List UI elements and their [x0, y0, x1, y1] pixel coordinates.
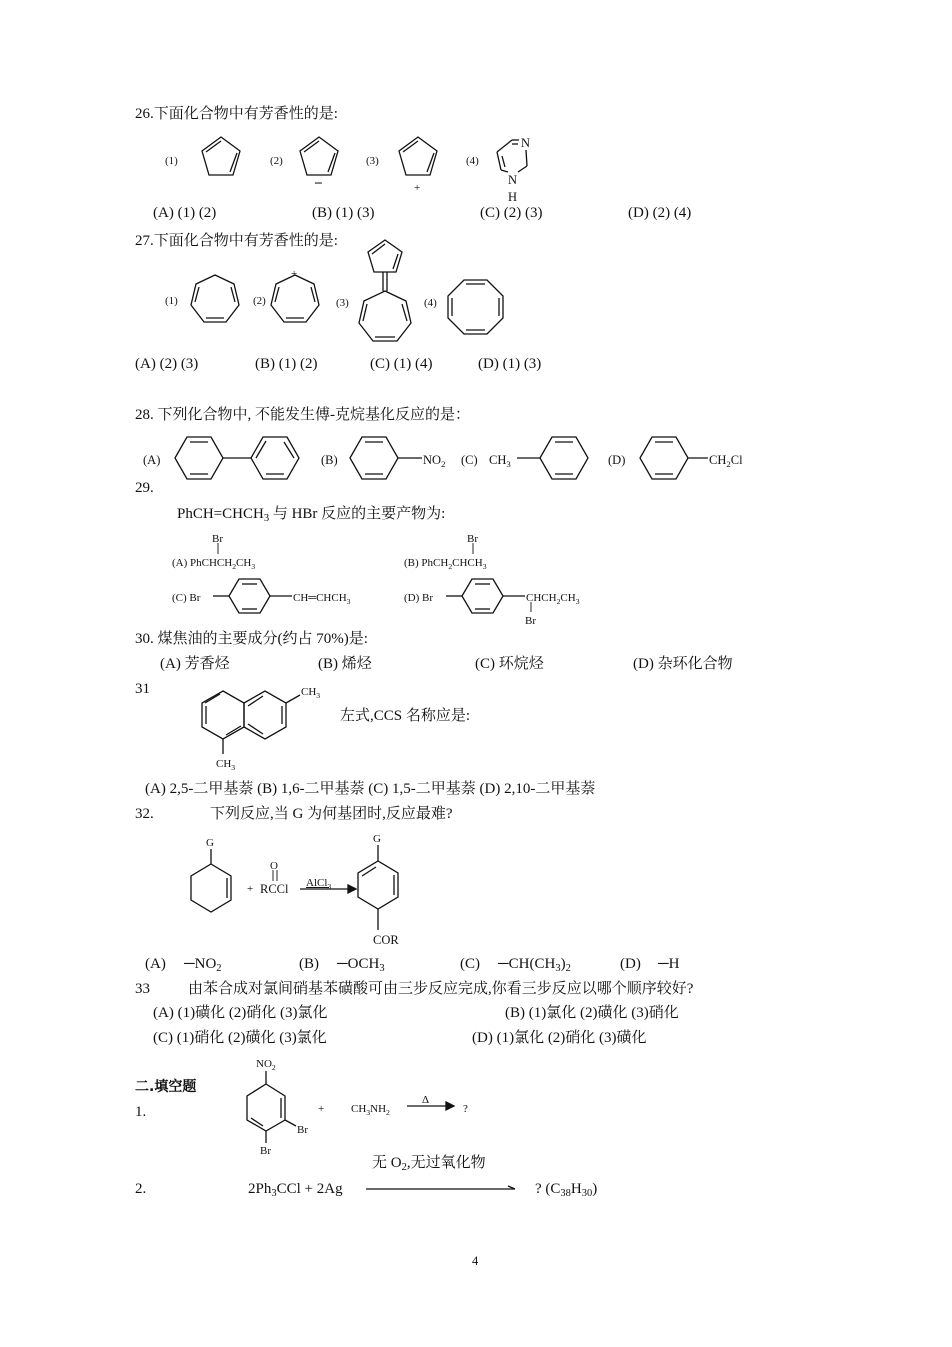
fill-q2-reactants: $2Ph_3CCl + 2Ag$	[248, 1181, 343, 1199]
q26-stem: 26.下面化合物中有芳香性的是:	[135, 106, 338, 122]
q33-option-b: (B) (1)氯化 (2)磺化 (3)硝化	[505, 1005, 679, 1021]
q30-option-c: (C) 环烷烃	[475, 656, 544, 672]
q31-stem: 左式,CCS 名称应是:	[340, 708, 471, 724]
q32-option-c: $─CH(CH_3)_2$	[498, 956, 571, 974]
q27-label-3: (3)	[336, 297, 349, 309]
q31-ch3-top: $CH_3$	[301, 686, 321, 700]
q32-option-c-label: (C)	[460, 956, 480, 972]
q27-charge-plus: +	[291, 268, 298, 280]
imidazole-n-atom: N	[521, 136, 531, 150]
fill-q1-question: ?	[463, 1103, 468, 1115]
q31-options: (A) 2,5-二甲基萘 (B) 1,6-二甲基萘 (C) 1,5-二甲基萘 (D) 2,10-二甲基萘	[145, 781, 596, 797]
q30-option-d: (D) 杂环化合物	[633, 656, 733, 672]
fill-q1-no2: $NO_2$	[256, 1058, 276, 1072]
fill-q1-br-meta: Br	[297, 1124, 308, 1136]
q27-stem: 27.下面化合物中有芳香性的是:	[135, 233, 338, 249]
q31-ch3-bottom: $CH_3$	[216, 758, 236, 772]
q26-charge-plus: +	[414, 182, 421, 194]
q26-charge-minus: −	[314, 176, 323, 192]
q26-label-4: (4)	[466, 155, 479, 167]
q28-c-substituent: $CH_3$	[489, 453, 511, 469]
q30-option-a: (A) 芳香烃	[160, 656, 230, 672]
q32-catalyst: AlCl$_3$	[306, 877, 332, 891]
q32-plus: +	[247, 883, 254, 895]
q26-label-2: (2)	[270, 155, 283, 167]
q32-number: 32.	[135, 806, 154, 822]
fill-q1-heat: Δ	[422, 1094, 430, 1106]
fill-q2-condition: 无 $O_2$,无过氧化物	[372, 1155, 486, 1173]
q33-option-d: (D) (1)氯化 (2)硝化 (3)磺化	[472, 1030, 647, 1046]
q29-c-label: (C) Br	[172, 592, 201, 604]
q32-o: O	[270, 860, 278, 872]
q29-stem: $PhCH=CHCH_3$ 与 HBr 反应的主要产物为:	[177, 506, 446, 524]
imidazole-nh-n-atom: N	[508, 173, 518, 187]
q27-label-2: (2)	[253, 295, 266, 307]
q32-option-b: $─OCH_3$	[337, 956, 385, 974]
q28-a-label: (A)	[143, 453, 161, 467]
q27-option-d: (D) (1) (3)	[478, 356, 542, 372]
q33-stem: 由苯合成对氯间硝基苯磺酸可由三步反应完成,你看三步反应以哪个顺序较好?	[188, 981, 694, 997]
q32-g-product: G	[373, 833, 381, 845]
q26-option-d: (D) (2) (4)	[628, 205, 692, 221]
q29-option-b: (B) $PhCH_2CHCH_3$	[404, 557, 487, 571]
q27-option-c: (C) (1) (4)	[370, 356, 433, 372]
fill-q2-product: ? $(C_{38}H_{30})$	[535, 1181, 598, 1199]
q27-option-a: (A) (2) (3)	[135, 356, 199, 372]
q29-option-a: (A) $PhCHCH_2CH_3$	[172, 557, 256, 571]
q33-option-c: (C) (1)硝化 (2)磺化 (3)氯化	[153, 1030, 327, 1046]
q29-d-label: (D) Br	[404, 592, 434, 604]
q30-option-b: (B) 烯烃	[318, 656, 372, 672]
q28-stem: 28. 下列化合物中, 不能发生傅-克烷基化反应的是：	[135, 407, 470, 423]
q26-label-1: (1)	[165, 155, 178, 167]
q27-label-1: (1)	[165, 295, 178, 307]
q28-d-substituent: $CH_2Cl$	[709, 453, 743, 469]
fill-q2-number: 2.	[135, 1181, 147, 1197]
q26-label-3: (3)	[366, 155, 379, 167]
fill-q1-number: 1.	[135, 1104, 147, 1120]
fill-q1-plus: +	[318, 1103, 325, 1115]
q26-option-c: (C) (2) (3)	[480, 205, 543, 221]
page-number: 4	[472, 1254, 479, 1268]
q28-d-label: (D)	[608, 453, 626, 467]
q29-c-tail: $CH═CHCH_3$	[293, 592, 351, 606]
fill-section-heading: 二.填空题	[135, 1079, 197, 1095]
q33-number: 33	[135, 981, 150, 997]
q32-rccl: RCCl	[260, 882, 289, 896]
q32-g-reactant: G	[206, 837, 214, 849]
q28-b-substituent: $NO_2$	[423, 453, 446, 469]
q30-stem: 30. 煤焦油的主要成分(约占 70%)是:	[135, 631, 368, 647]
imidazole-nh-h-atom: H	[508, 190, 518, 204]
q29-number: 29.	[135, 480, 154, 496]
q29-b-br: Br	[467, 533, 478, 545]
q28-c-label: (C)	[461, 453, 478, 467]
q32-cor: COR	[373, 933, 399, 947]
q26-option-a: (A) (1) (2)	[153, 205, 217, 221]
q29-d-tail: $CHCH_2CH_3$	[526, 592, 580, 606]
q28-b-label: (B)	[321, 453, 338, 467]
q32-stem: 下列反应,当 G 为何基团时,反应最难?	[210, 806, 453, 822]
q31-number: 31	[135, 681, 150, 697]
fill-q1-reagent: $CH_3NH_2$	[351, 1103, 390, 1117]
q29-d-br: Br	[525, 615, 536, 627]
q32-option-d: ─H	[658, 956, 680, 972]
q29-a-br: Br	[212, 533, 223, 545]
q33-option-a: (A) (1)磺化 (2)硝化 (3)氯化	[153, 1005, 328, 1021]
q27-label-4: (4)	[424, 297, 437, 309]
q32-option-d-label: (D)	[620, 956, 641, 972]
q26-option-b: (B) (1) (3)	[312, 205, 375, 221]
q27-option-b: (B) (1) (2)	[255, 356, 318, 372]
q32-option-b-label: (B)	[299, 956, 319, 972]
q32-option-a-label: (A)	[145, 956, 166, 972]
fill-q1-br-para: Br	[260, 1145, 271, 1157]
q32-option-a: $─NO_2$	[184, 956, 222, 974]
